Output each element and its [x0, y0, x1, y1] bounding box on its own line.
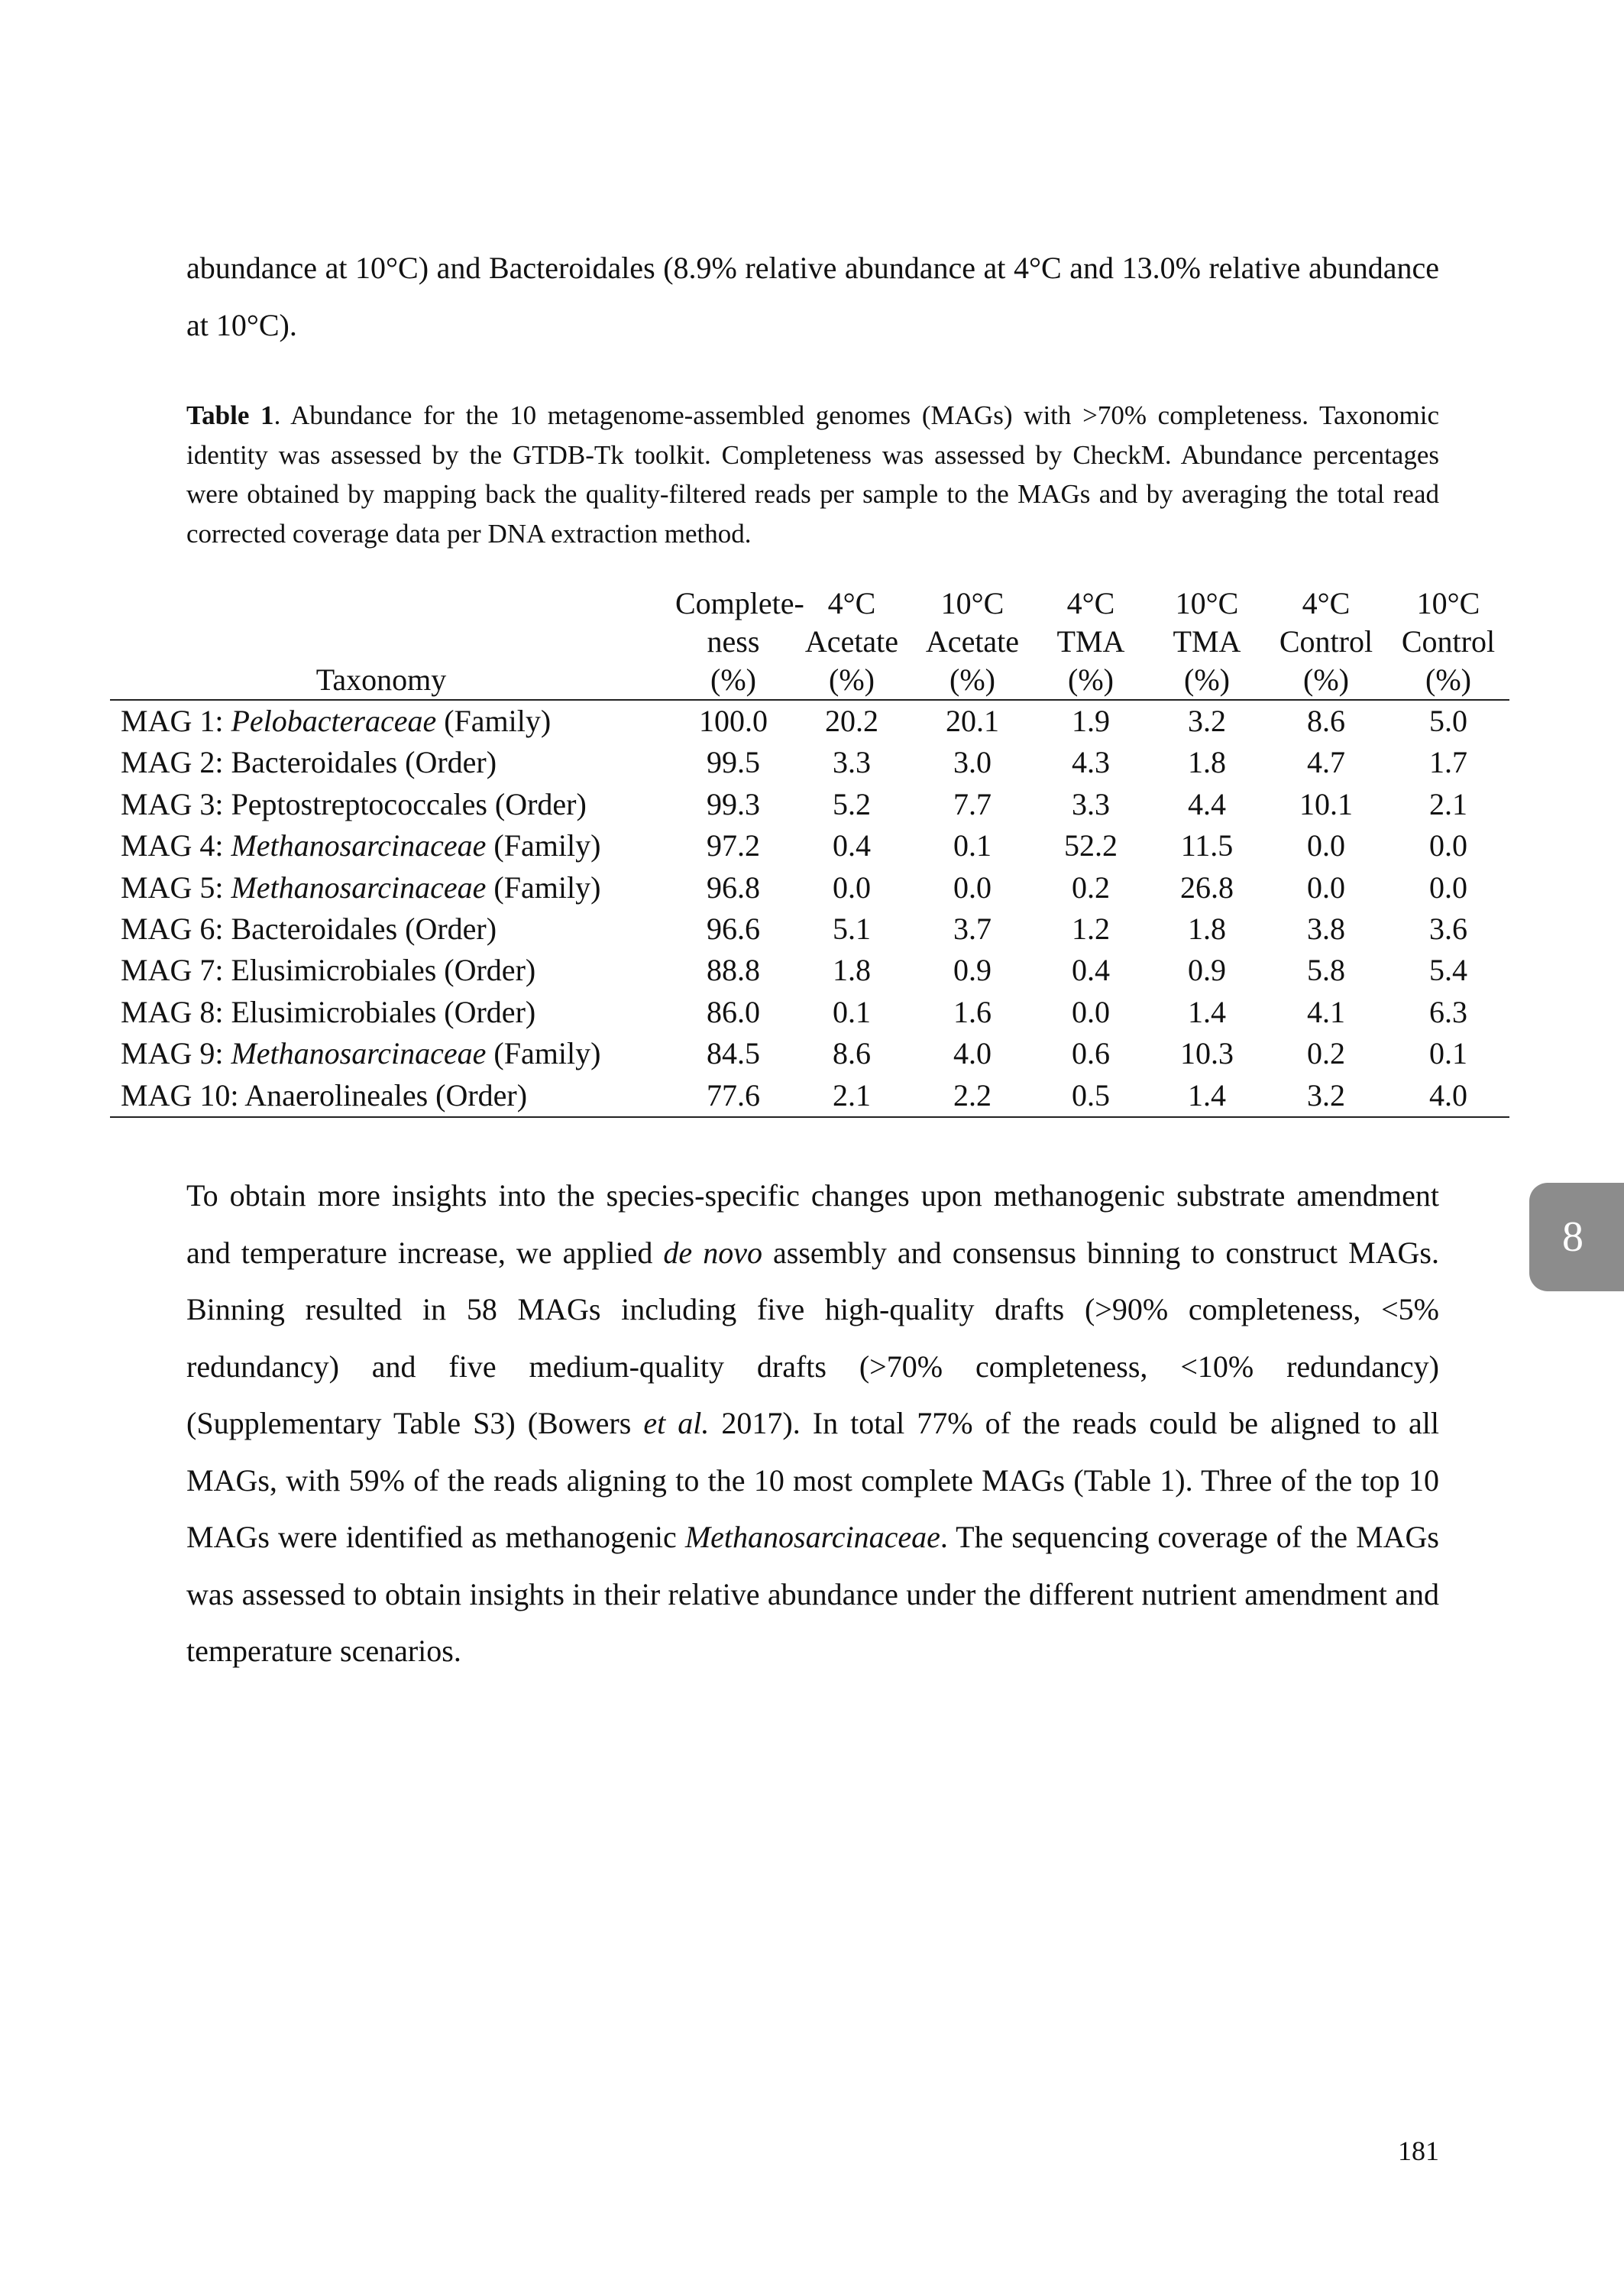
value-cell: 0.4 [833, 828, 871, 863]
table-caption [186, 396, 1439, 553]
taxonomy-cell [110, 825, 675, 866]
table-row [110, 784, 1509, 825]
value-cell: 52.2 [1064, 828, 1118, 863]
table-caption-label: Table 1 [186, 400, 274, 430]
value-cell: 10.3 [1180, 1036, 1234, 1071]
header-line: 4°C [1302, 586, 1351, 620]
taxonomy-cell [110, 867, 675, 908]
taxon-name: Elusimicrobiales [231, 994, 437, 1029]
value-cell: 1.8 [833, 953, 871, 988]
value-cell: 0.9 [953, 953, 992, 988]
table-header-row [110, 585, 1509, 700]
value-cell: 4.0 [953, 1036, 992, 1071]
column-header-taxonomy [110, 585, 675, 700]
table-row [110, 1033, 1509, 1074]
taxon-rank: (Order) [397, 745, 497, 780]
value-cell: 11.5 [1180, 828, 1234, 863]
header-line: (%) [1068, 662, 1114, 697]
value-cell: 0.4 [1072, 953, 1110, 988]
value-cell: 84.5 [707, 1036, 760, 1071]
taxon-name: Methanosarcinaceae [231, 1036, 487, 1071]
header-line: 10°C [1416, 586, 1480, 620]
column-header-1 [675, 585, 804, 700]
taxon-rank: (Order) [487, 786, 587, 821]
header-line: ness [707, 624, 760, 659]
value-cell: 1.8 [1188, 912, 1226, 947]
header-line: 10°C [1175, 586, 1239, 620]
header-line: (%) [710, 662, 756, 697]
header-line: Acetate [925, 624, 1020, 659]
value-cell: 0.0 [1307, 870, 1345, 905]
taxon-rank: (Order) [436, 953, 536, 988]
value-cell: 0.0 [953, 870, 992, 905]
table-row [110, 1075, 1509, 1117]
value-cell: 0.1 [953, 828, 992, 863]
taxon-name: Bacteroidales [231, 912, 398, 947]
value-cell: 1.7 [1429, 745, 1467, 780]
table-row [110, 742, 1509, 783]
table-row [110, 825, 1509, 866]
header-line: (%) [1303, 662, 1349, 697]
header-line: Control [1401, 624, 1496, 659]
table-caption-text: . Abundance for the 10 metagenome-assembled genomes (MAGs) with >70% completeness. Taxonomic identity was assessed by the GTDB-Tk toolkit. Completeness was assessed by CheckM. Abundance percentages were obtained by mapping back the quality-filtered reads per sample to the MAGs and by averaging the total read corrected coverage data per DNA extraction method. [186, 400, 1439, 549]
value-cell: 26.8 [1180, 870, 1234, 905]
value-cell: 2.1 [1429, 786, 1467, 821]
value-cell: 0.1 [833, 994, 871, 1029]
header-line: Control [1279, 624, 1373, 659]
taxonomy-cell [110, 700, 675, 742]
value-cell: 1.8 [1188, 745, 1226, 780]
value-cell: 0.1 [1429, 1036, 1467, 1071]
taxon-name: Methanosarcinaceae [231, 870, 487, 905]
column-header-2 [791, 585, 912, 700]
value-cell: 0.0 [833, 870, 871, 905]
header-line: Complete- [675, 586, 804, 620]
header-line: Taxonomy [315, 662, 447, 697]
table-row [110, 908, 1509, 950]
chapter-tab [1529, 1183, 1624, 1291]
taxonomy-cell [110, 908, 675, 950]
value-cell: 96.8 [707, 870, 760, 905]
header-line: Acetate [804, 624, 899, 659]
value-cell: 0.0 [1429, 870, 1467, 905]
header-line: 4°C [1066, 586, 1115, 620]
header-line [110, 623, 652, 661]
value-cell: 0.2 [1072, 870, 1110, 905]
column-header-4 [1033, 585, 1149, 700]
taxon-rank: (Family) [436, 704, 552, 738]
value-cell: 0.9 [1188, 953, 1226, 988]
value-cell: 0.0 [1072, 994, 1110, 1029]
value-cell: 3.0 [953, 745, 992, 780]
mag-id: MAG 7: [121, 953, 231, 988]
value-cell: 3.3 [1072, 786, 1110, 821]
taxon-name: Bacteroidales [231, 745, 398, 780]
value-cell: 3.8 [1307, 912, 1345, 947]
value-cell: 100.0 [699, 704, 768, 738]
mag-id: MAG 1: [121, 704, 231, 738]
value-cell: 20.2 [825, 704, 878, 738]
taxon-rank: (Family) [486, 828, 601, 863]
table-row [110, 867, 1509, 908]
value-cell: 0.0 [1307, 828, 1345, 863]
taxon-name: Elusimicrobiales [231, 953, 437, 988]
value-cell: 1.6 [953, 994, 992, 1029]
value-cell: 3.7 [953, 912, 992, 947]
chapter-tab-number: 8 [1562, 1213, 1584, 1261]
header-line: TMA [1173, 624, 1241, 659]
table-row [110, 950, 1509, 991]
value-cell: 4.7 [1307, 745, 1345, 780]
value-cell: 5.4 [1429, 953, 1467, 988]
value-cell: 2.1 [791, 1075, 912, 1117]
value-cell: 2.2 [912, 1075, 1033, 1117]
column-header-6 [1265, 585, 1387, 700]
value-cell: 4.4 [1188, 786, 1226, 821]
taxon-rank: (Order) [428, 1077, 528, 1112]
header-line: TMA [1056, 624, 1125, 659]
header-line: (%) [829, 662, 875, 697]
value-cell: 4.0 [1387, 1075, 1509, 1117]
value-cell: 4.3 [1072, 745, 1110, 780]
mag-id: MAG 9: [121, 1036, 231, 1071]
taxonomy-cell [110, 742, 675, 783]
value-cell: 0.6 [1072, 1036, 1110, 1071]
value-cell: 8.6 [1307, 704, 1345, 738]
intro-paragraph: abundance at 10°C) and Bacteroidales (8.9% relative abundance at 4°C and 13.0% relative abundance at 10°C). [186, 251, 1439, 342]
header-line: (%) [1425, 662, 1471, 697]
header-line: (%) [949, 662, 995, 697]
taxon-name: Methanosarcinaceae [231, 828, 487, 863]
table-row [110, 992, 1509, 1033]
mag-abundance-table [110, 585, 1509, 1118]
value-cell: 7.7 [953, 786, 992, 821]
value-cell: 88.8 [707, 953, 760, 988]
taxonomy-cell [110, 1075, 675, 1117]
value-cell: 0.0 [1429, 828, 1467, 863]
value-cell: 99.3 [707, 786, 760, 821]
taxon-name: Peptostreptococcales [231, 786, 487, 821]
mag-id: MAG 2: [121, 745, 231, 780]
taxonomy-cell [110, 784, 675, 825]
mag-id: MAG 3: [121, 786, 231, 821]
value-cell: 5.0 [1429, 704, 1467, 738]
value-cell: 97.2 [707, 828, 760, 863]
header-line: 10°C [940, 586, 1004, 620]
value-cell: 1.9 [1072, 704, 1110, 738]
value-cell: 8.6 [833, 1036, 871, 1071]
value-cell: 20.1 [946, 704, 999, 738]
value-cell: 1.4 [1149, 1075, 1265, 1117]
value-cell: 1.2 [1072, 912, 1110, 947]
value-cell: 0.2 [1307, 1036, 1345, 1071]
value-cell: 3.3 [833, 745, 871, 780]
table-body [110, 700, 1509, 1117]
value-cell: 3.2 [1265, 1075, 1387, 1117]
mag-id: MAG 4: [121, 828, 231, 863]
body-text-1: To obtain more insights into the species-specific changes upon methanogenic substrate amendment and temperature increase, we applied [186, 1178, 1439, 1270]
taxon-rank: (Family) [486, 1036, 601, 1071]
mag-id: MAG 8: [121, 994, 231, 1029]
taxonomy-cell [110, 992, 675, 1033]
taxonomy-cell [110, 1033, 675, 1074]
value-cell: 4.1 [1307, 994, 1345, 1029]
value-cell: 86.0 [707, 994, 760, 1029]
header-line [110, 585, 652, 623]
taxonomy-cell [110, 950, 675, 991]
taxon-rank: (Family) [486, 870, 601, 905]
value-cell: 96.6 [707, 912, 760, 947]
value-cell: 5.1 [833, 912, 871, 947]
value-cell: 10.1 [1299, 786, 1353, 821]
value-cell: 3.2 [1188, 704, 1226, 738]
body-text-4: . The sequencing coverage of the MAGs was assessed to obtain insights in their relative abundance under the different nutrient amendment and temperature scenarios. [186, 1520, 1439, 1668]
body-text-2: assembly and consensus binning to construct MAGs. Binning resulted in 58 MAGs including five high-quality drafts (>90% completeness, <5% redundancy) and five medium-quality drafts (>70% completeness, <10% redundancy) (Supplementary Table S3) (Bowers [186, 1235, 1439, 1440]
value-cell: 1.4 [1188, 994, 1226, 1029]
value-cell: 77.6 [675, 1075, 791, 1117]
body-italic-de-novo: de novo [663, 1235, 762, 1270]
value-cell: 3.6 [1429, 912, 1467, 947]
body-paragraph [186, 1168, 1439, 1680]
taxon-name: Pelobacteraceae [231, 704, 437, 738]
value-cell: 6.3 [1429, 994, 1467, 1029]
value-cell: 5.8 [1307, 953, 1345, 988]
column-header-3 [912, 585, 1033, 700]
value-cell: 0.5 [1033, 1075, 1149, 1117]
column-header-7 [1387, 585, 1509, 700]
taxon-name: Anaerolineales [244, 1077, 429, 1112]
value-cell: 5.2 [833, 786, 871, 821]
body-italic-et-al: et al. [643, 1406, 710, 1440]
taxon-rank: (Order) [397, 912, 497, 947]
header-line: (%) [1184, 662, 1230, 697]
column-header-5 [1149, 585, 1265, 700]
mag-id: MAG 6: [121, 912, 231, 947]
table-row [110, 700, 1509, 742]
header-line: 4°C [827, 586, 876, 620]
body-italic-methanosarcinaceae: Methanosarcinaceae [684, 1520, 940, 1554]
mag-id: MAG 10: [121, 1077, 245, 1112]
taxon-rank: (Order) [436, 994, 536, 1029]
page-number: 181 [1398, 2136, 1439, 2166]
body-text-3: 2017). In total 77% of the reads could be aligned to all MAGs, with 59% of the reads aligning to the 10 most complete MAGs (Table 1). Three of the top 10 MAGs were identified as methanogenic [186, 1406, 1439, 1554]
mag-id: MAG 5: [121, 870, 231, 905]
value-cell: 99.5 [707, 745, 760, 780]
